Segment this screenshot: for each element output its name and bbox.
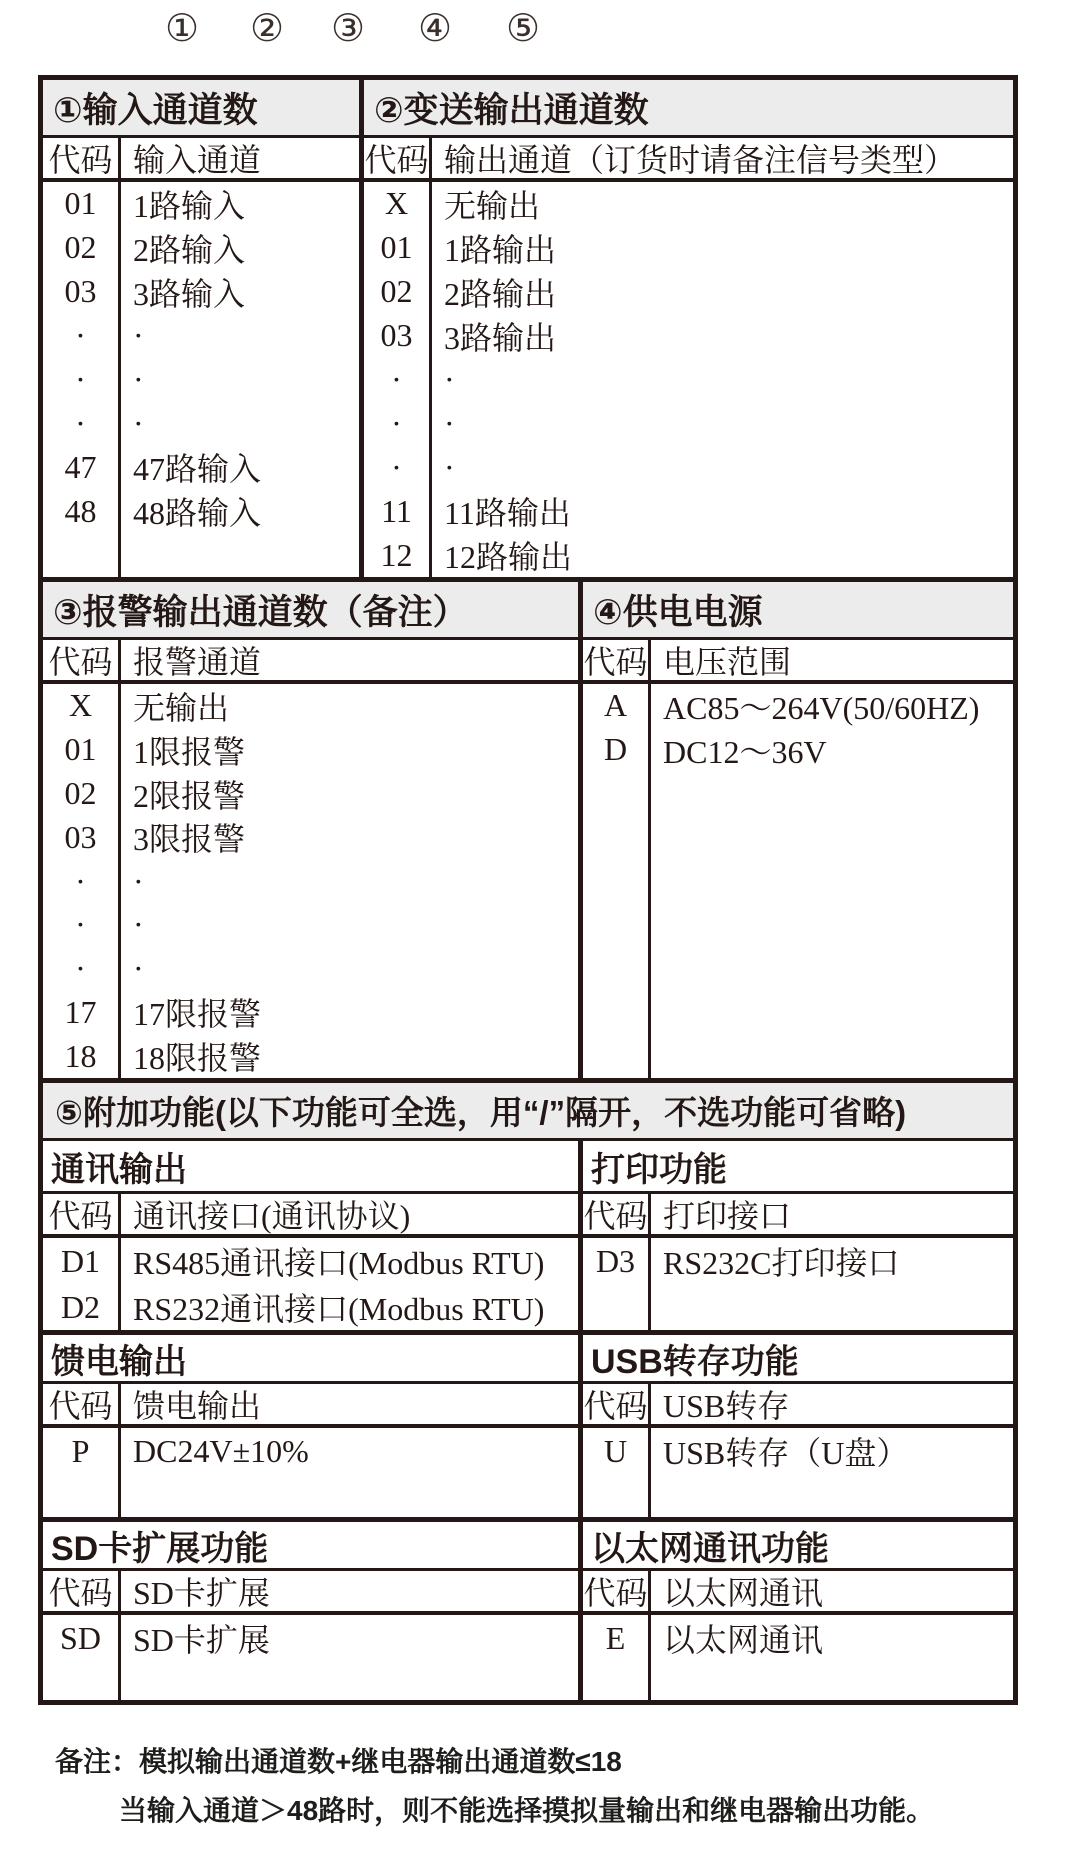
code-cell: · [75, 317, 86, 354]
power-supply-rows [583, 684, 1013, 1078]
section-alarm-and-power [43, 577, 1013, 1078]
transmit-output-title: ②变送输出通道数 [364, 80, 1013, 138]
input-channels-rows [43, 182, 359, 577]
desc-cell: RS485通讯接口(Modbus RTU) [133, 1245, 545, 1281]
desc-cell: · [133, 317, 144, 354]
remark-notes [55, 1737, 1055, 1835]
code-cell: 12 [380, 536, 413, 573]
feed-output-title: 馈电输出 [43, 1335, 578, 1384]
code-cell: 02 [380, 273, 413, 310]
transmit-output-subtable [359, 80, 1013, 577]
desc-column-header: SD卡扩展 [133, 1575, 270, 1611]
code-cell: 11 [381, 492, 412, 529]
code-cell: · [75, 906, 86, 943]
alarm-output-title: ③报警输出通道数（备注） [43, 582, 578, 640]
desc-cell: · [444, 404, 455, 441]
code-cell: · [391, 448, 402, 485]
code-cell: · [391, 361, 402, 397]
code-column [43, 1615, 121, 1700]
desc-column [432, 182, 1013, 577]
desc-cell: 无输出 [133, 689, 230, 726]
comm-output-title: 通讯输出 [43, 1141, 578, 1194]
usb-transfer-rows [583, 1428, 1013, 1517]
desc-column-header: 报警通道 [133, 644, 262, 680]
desc-cell: · [444, 361, 455, 397]
desc-cell: 47路输入 [133, 451, 262, 488]
desc-column [651, 1238, 1013, 1330]
input-channels-title: ①输入通道数 [43, 80, 359, 138]
model-code-indicators [0, 4, 1080, 52]
desc-cell: RS232通讯接口(Modbus RTU) [133, 1291, 545, 1327]
desc-cell: 11路输出 [444, 495, 571, 532]
comm-output-subtable [43, 1141, 578, 1330]
usb-transfer-subtable [578, 1335, 1013, 1517]
feed-output-header-row [43, 1384, 578, 1428]
desc-column-header: 输入通道 [133, 142, 262, 178]
section-comm-and-print [43, 1141, 1013, 1330]
desc-cell: 以太网通讯 [663, 1622, 824, 1658]
code-cell: 03 [64, 818, 97, 855]
alarm-output-subtable [43, 582, 578, 1078]
code-cell: 01 [64, 731, 97, 768]
desc-cell: · [133, 862, 144, 899]
code-column-header: 代码 [583, 1194, 651, 1234]
desc-column [651, 1428, 1013, 1517]
input-channels-subtable [43, 80, 359, 577]
code-column [43, 1428, 121, 1517]
desc-cell: 1路输入 [133, 187, 246, 224]
desc-column-header: 电压范围 [663, 644, 792, 680]
remark-line-2: 当输入通道＞48路时，则不能选择摸拟量输出和继电器输出功能。 [119, 1795, 935, 1826]
usb-transfer-title: USB转存功能 [583, 1335, 1013, 1384]
desc-column-header: 以太网通讯 [663, 1575, 824, 1611]
comm-output-header-row [43, 1194, 578, 1238]
section-input-and-transmit-output [43, 80, 1013, 577]
feed-output-subtable [43, 1335, 578, 1517]
code-cell: 03 [64, 273, 97, 310]
desc-column-header: 打印接口 [663, 1198, 792, 1234]
code-cell: 48 [64, 492, 97, 529]
indicator-circle-5: ⑤ [505, 6, 541, 50]
code-cell: U [603, 1432, 628, 1469]
additional-functions-title: ⑤附加功能(以下功能可全选，用“/”隔开，不选功能可省略) [43, 1078, 1013, 1141]
transmit-output-header-row [364, 138, 1013, 182]
code-cell: D [603, 731, 628, 768]
desc-column [651, 684, 1013, 1078]
desc-cell: · [133, 906, 144, 943]
code-cell: 01 [380, 229, 413, 266]
desc-cell: 1路输出 [444, 231, 557, 268]
code-column [583, 1615, 651, 1700]
desc-cell: 3路输入 [133, 275, 246, 312]
desc-cell: · [133, 361, 144, 397]
code-column-header: 代码 [43, 1384, 121, 1424]
code-cell: X [384, 185, 409, 222]
code-cell: D2 [60, 1288, 101, 1325]
code-cell: SD [60, 1619, 101, 1656]
indicator-circle-4: ④ [417, 6, 453, 50]
desc-cell: AC85～264V(50/60HZ) [663, 689, 980, 726]
sd-card-title: SD卡扩展功能 [43, 1522, 578, 1571]
comm-output-rows [43, 1238, 578, 1330]
usb-transfer-header-row [583, 1384, 1013, 1428]
code-cell: 18 [64, 1037, 97, 1074]
power-supply-title: ④供电电源 [583, 582, 1013, 640]
alarm-output-header-row [43, 640, 578, 684]
code-cell: X [68, 687, 93, 724]
code-column [364, 182, 432, 577]
ethernet-header-row [583, 1571, 1013, 1615]
desc-column-header: 通讯接口(通讯协议) [133, 1198, 411, 1234]
ethernet-subtable [578, 1522, 1013, 1700]
ethernet-title: 以太网通讯功能 [583, 1522, 1013, 1571]
desc-cell: USB转存（U盘） [663, 1435, 909, 1471]
desc-cell: DC24V±10% [133, 1432, 309, 1469]
code-cell: D1 [60, 1242, 101, 1279]
desc-column [121, 684, 578, 1078]
desc-cell: 1限报警 [133, 733, 246, 770]
code-cell: 03 [380, 317, 413, 354]
section-sd-and-ethernet [43, 1517, 1013, 1700]
transmit-output-rows [364, 182, 1013, 577]
desc-cell: 无输出 [444, 187, 541, 224]
code-cell: · [75, 361, 86, 397]
desc-cell: 3路输出 [444, 319, 557, 356]
desc-cell: 17限报警 [133, 996, 262, 1033]
power-supply-subtable [578, 582, 1013, 1078]
desc-cell: · [133, 950, 144, 987]
code-cell: · [75, 950, 86, 987]
desc-column [121, 1238, 578, 1330]
print-function-rows [583, 1238, 1013, 1330]
code-cell: · [75, 404, 86, 441]
code-column-header: 代码 [43, 1194, 121, 1234]
desc-cell: 2限报警 [133, 777, 246, 814]
sd-card-rows [43, 1615, 578, 1700]
desc-cell: 12路输出 [444, 539, 573, 576]
desc-cell: 2路输入 [133, 231, 246, 268]
desc-cell: · [444, 448, 455, 485]
indicator-circle-3: ③ [330, 6, 366, 50]
desc-cell: 18限报警 [133, 1040, 262, 1077]
desc-column-header: 输出通道（订货时请备注信号类型） [444, 142, 957, 178]
section-feed-and-usb [43, 1330, 1013, 1517]
desc-cell: DC12～36V [663, 733, 827, 770]
code-column-header: 代码 [583, 1571, 651, 1611]
code-cell: 17 [64, 993, 97, 1030]
code-cell: E [605, 1619, 626, 1656]
code-column-header: 代码 [583, 640, 651, 680]
code-column-header: 代码 [43, 640, 121, 680]
desc-cell: RS232C打印接口 [663, 1245, 900, 1281]
code-cell: A [603, 687, 628, 724]
desc-cell: SD卡扩展 [133, 1622, 270, 1658]
desc-cell: 2路输出 [444, 275, 557, 312]
code-column [43, 182, 121, 577]
code-column [43, 684, 121, 1078]
desc-cell: 48路输入 [133, 495, 262, 532]
alarm-output-rows [43, 684, 578, 1078]
desc-column [121, 1615, 578, 1700]
code-column [583, 1238, 651, 1330]
code-column [583, 1428, 651, 1517]
code-column-header: 代码 [583, 1384, 651, 1424]
power-supply-header-row [583, 640, 1013, 684]
desc-column [651, 1615, 1013, 1700]
print-function-title: 打印功能 [583, 1141, 1013, 1194]
desc-column-header: 馈电输出 [133, 1388, 262, 1424]
indicator-circle-1: ① [164, 6, 200, 50]
desc-column [121, 182, 359, 577]
code-cell: · [75, 862, 86, 899]
code-cell: P [71, 1432, 90, 1469]
code-cell: 02 [64, 229, 97, 266]
ethernet-rows [583, 1615, 1013, 1700]
selection-table [38, 75, 1018, 1705]
desc-cell: · [133, 404, 144, 441]
code-cell: D3 [595, 1242, 636, 1279]
remark-line-1: 备注：模拟输出通道数+继电器输出通道数≤18 [55, 1746, 622, 1777]
code-cell: · [391, 404, 402, 441]
sd-card-header-row [43, 1571, 578, 1615]
print-function-header-row [583, 1194, 1013, 1238]
code-cell: 02 [64, 774, 97, 811]
input-channels-header-row [43, 138, 359, 182]
desc-column-header: USB转存 [663, 1388, 790, 1424]
desc-column [121, 1428, 578, 1517]
desc-cell: 3限报警 [133, 821, 246, 858]
print-function-subtable [578, 1141, 1013, 1330]
code-column-header: 代码 [43, 1571, 121, 1611]
feed-output-rows [43, 1428, 578, 1517]
code-column-header: 代码 [364, 138, 432, 178]
code-cell: 47 [64, 448, 97, 485]
code-column [43, 1238, 121, 1330]
indicator-circle-2: ② [249, 6, 285, 50]
code-column-header: 代码 [43, 138, 121, 178]
sd-card-subtable [43, 1522, 578, 1700]
code-cell: 01 [64, 185, 97, 222]
code-column [583, 684, 651, 1078]
